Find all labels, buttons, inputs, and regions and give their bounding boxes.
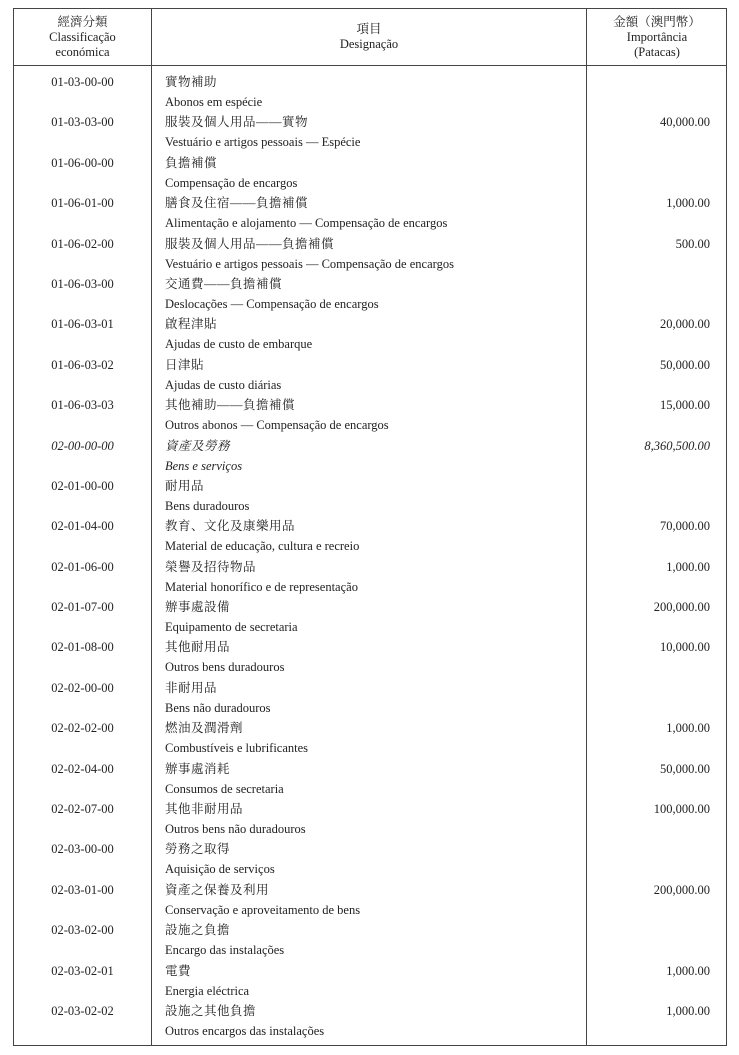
table-row (14, 355, 726, 395)
row-amount: 15,000.00 (660, 398, 710, 413)
row-designation-pt: Vestuário e artigos pessoais — Compensação de encargos (165, 256, 454, 271)
row-designation-zh: 啟程津貼 (165, 317, 218, 332)
row-designation-pt: Bens e serviços (165, 458, 243, 473)
row-code: 02-03-02-00 (51, 923, 114, 938)
table-row (14, 839, 726, 879)
row-designation-zh: 實物補助 (165, 75, 218, 89)
table-row (14, 961, 726, 1001)
row-designation-zh: 其他補助——負擔補償 (165, 398, 296, 413)
header-amount-pt: Importância (626, 29, 688, 44)
row-code: 01-06-03-03 (51, 398, 114, 413)
row-designation-zh: 設施之負擔 (165, 923, 231, 938)
row-designation-zh: 辦事處消耗 (165, 761, 231, 776)
row-code: 02-02-02-00 (51, 721, 114, 736)
table-row (14, 799, 726, 839)
row-code: 02-01-00-00 (51, 478, 114, 493)
row-code: 01-03-00-00 (51, 75, 114, 89)
row-designation-pt: Aquisição de serviços (165, 862, 275, 877)
table-row (14, 153, 726, 193)
table-row (14, 234, 726, 274)
table-row (14, 557, 726, 597)
row-amount: 40,000.00 (660, 115, 710, 130)
row-designation-pt: Abonos em espécie (165, 95, 263, 109)
row-designation-pt: Consumos de secretaria (165, 781, 284, 796)
row-designation-pt: Compensação de encargos (165, 175, 298, 190)
row-designation-zh: 資產及勞務 (165, 438, 231, 453)
row-code: 02-01-06-00 (51, 559, 114, 574)
header-divider (14, 65, 726, 66)
row-designation-zh: 辦事處設備 (165, 600, 231, 615)
row-designation-zh: 其他非耐用品 (165, 802, 244, 817)
header-designation (152, 9, 586, 65)
row-code: 01-06-01-00 (51, 196, 114, 211)
row-designation-pt: Deslocações — Compensação de encargos (165, 296, 379, 311)
row-designation-pt: Outros bens não duradouros (165, 822, 306, 837)
row-designation-zh: 服裝及個人用品——負擔補償 (165, 236, 335, 251)
table-row (14, 759, 726, 799)
row-designation-pt: Equipamento de secretaria (165, 620, 298, 635)
row-designation-zh: 燃油及潤滑劑 (165, 721, 244, 736)
row-code: 02-02-00-00 (51, 680, 114, 695)
table-row (14, 678, 726, 718)
row-code: 02-01-07-00 (51, 600, 114, 615)
row-designation-pt: Outros abonos — Compensação de encargos (165, 418, 389, 433)
row-designation-pt: Ajudas de custo de embarque (165, 337, 313, 352)
row-code: 01-06-00-00 (51, 155, 114, 170)
row-code: 02-03-01-00 (51, 882, 114, 897)
header-amount-zh: 金額（澳門幣） (613, 14, 701, 29)
header-classification (14, 9, 151, 65)
row-designation-pt: Ajudas de custo diárias (165, 377, 282, 392)
row-designation-pt: Bens não duradouros (165, 700, 271, 715)
table-row (14, 597, 726, 637)
row-amount: 1,000.00 (666, 559, 710, 574)
row-code: 02-03-02-02 (51, 1003, 114, 1018)
row-amount: 10,000.00 (660, 640, 710, 655)
table-row (14, 637, 726, 677)
header-classification-zh: 經濟分類 (57, 14, 108, 29)
row-designation-zh: 服裝及個人用品——實物 (165, 115, 309, 130)
table-body (14, 72, 726, 1041)
row-designation-pt: Energia eléctrica (165, 983, 250, 998)
header-designation-pt: Designação (339, 37, 399, 51)
row-amount: 1,000.00 (666, 721, 710, 736)
row-amount: 20,000.00 (660, 317, 710, 332)
row-designation-pt: Alimentação e alojamento — Compensação de encargos (165, 216, 448, 231)
row-designation-pt: Encargo das instalações (165, 943, 285, 958)
row-designation-zh: 日津貼 (165, 357, 205, 372)
row-designation-pt: Outros bens duradouros (165, 660, 285, 675)
row-designation-pt: Outros encargos das instalações (165, 1023, 325, 1038)
table-row (14, 314, 726, 354)
row-amount: 50,000.00 (660, 761, 710, 776)
row-designation-zh: 負擔補償 (165, 155, 218, 170)
row-designation-pt: Conservação e aproveitamento de bens (165, 902, 361, 917)
row-designation-pt: Bens duradouros (165, 498, 250, 513)
row-designation-zh: 非耐用品 (165, 680, 218, 695)
row-amount: 50,000.00 (660, 357, 710, 372)
row-code: 02-00-00-00 (51, 438, 114, 453)
row-amount: 1,000.00 (666, 1003, 710, 1018)
table-row (14, 274, 726, 314)
row-code: 01-06-03-02 (51, 357, 114, 372)
table-row (14, 193, 726, 233)
row-code: 02-02-04-00 (51, 761, 114, 776)
row-code: 01-06-03-00 (51, 276, 114, 291)
row-amount: 500.00 (675, 236, 710, 251)
row-amount: 8,360,500.00 (644, 438, 710, 453)
row-designation-zh: 膳食及住宿——負擔補償 (165, 196, 309, 211)
row-designation-zh: 教育、文化及康樂用品 (165, 519, 296, 534)
table-row (14, 72, 726, 112)
header-designation-zh: 項目 (356, 22, 382, 36)
row-amount: 200,000.00 (653, 882, 710, 897)
row-code: 02-02-07-00 (51, 802, 114, 817)
table-row (14, 112, 726, 152)
row-code: 02-03-00-00 (51, 842, 114, 857)
table-row (14, 1001, 726, 1041)
row-designation-zh: 設施之其他負擔 (165, 1003, 257, 1018)
table-row (14, 476, 726, 516)
row-code: 02-01-08-00 (51, 640, 114, 655)
row-designation-zh: 其他耐用品 (165, 640, 231, 655)
row-amount: 100,000.00 (653, 802, 710, 817)
row-code: 01-06-03-01 (51, 317, 114, 332)
row-code: 02-03-02-01 (51, 963, 114, 978)
header-amount-unit: (Patacas) (634, 44, 680, 59)
header-classification-pt2: económica (55, 44, 110, 59)
row-designation-zh: 勞務之取得 (165, 842, 231, 857)
header-classification-pt: Classificação (49, 29, 116, 44)
row-amount: 1,000.00 (666, 963, 710, 978)
row-designation-zh: 榮譽及招待物品 (165, 559, 257, 574)
row-code: 02-01-04-00 (51, 519, 114, 534)
table-row (14, 718, 726, 758)
row-amount: 70,000.00 (660, 519, 710, 534)
table-row (14, 395, 726, 435)
table-row (14, 436, 726, 476)
row-amount: 1,000.00 (666, 196, 710, 211)
row-designation-zh: 資產之保養及利用 (165, 882, 270, 897)
table-row (14, 516, 726, 556)
row-amount: 200,000.00 (653, 600, 710, 615)
row-designation-zh: 電費 (165, 963, 192, 978)
row-code: 01-03-03-00 (51, 115, 114, 130)
row-designation-pt: Material de educação, cultura e recreio (165, 539, 360, 554)
table-row (14, 880, 726, 920)
row-code: 01-06-02-00 (51, 236, 114, 251)
row-designation-pt: Material honorífico e de representação (165, 579, 358, 594)
table-row (14, 920, 726, 960)
header-amount (587, 9, 727, 65)
row-designation-zh: 交通費——負擔補償 (165, 276, 283, 291)
row-designation-pt: Vestuário e artigos pessoais — Espécie (165, 135, 361, 150)
row-designation-pt: Combustíveis e lubrificantes (165, 741, 309, 756)
budget-table (13, 8, 727, 1046)
row-designation-zh: 耐用品 (165, 478, 205, 493)
